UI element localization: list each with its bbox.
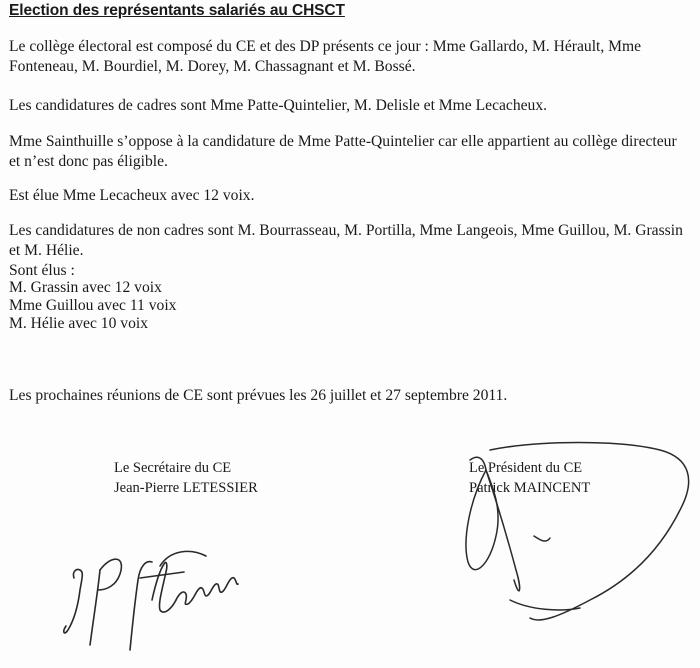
secretary-handwritten-signature [60, 520, 250, 660]
paragraph-non-manager-candidates: Les candidatures de non cadres sont M. Bourrasseau, M. Portilla, Mme Langeois, Mme Guillou, M. Grassin et M. Hélie. [9, 222, 683, 259]
secretary-role: Le Secrétaire du CE [114, 460, 232, 476]
document-title: Election des représentants salariés au CHSCT [9, 2, 345, 19]
president-handwritten-signature [450, 440, 700, 650]
elected-item-3: M. Hélie avec 10 voix [9, 315, 149, 332]
paragraph-objection: Mme Sainthuille s’oppose à la candidature de Mme Patte-Quintelier car elle appartient au collège directeur et n’est donc pas éligible. [9, 133, 677, 170]
paragraph-next-meetings: Les prochaines réunions de CE sont prévues les 26 juillet et 27 septembre 2011. [9, 387, 508, 404]
president-role: Le Président du CE [469, 460, 583, 476]
secretary-signature-block [114, 458, 258, 498]
paragraph-manager-elected: Est élue Mme Lecacheux avec 12 voix. [9, 187, 255, 204]
paragraph-manager-candidates: Les candidatures de cadres sont Mme Patte-Quintelier, M. Delisle et Mme Lecacheux. [9, 97, 548, 114]
elected-heading: Sont élus : [9, 262, 75, 279]
paragraph-electoral-college: Le collège électoral est composé du CE et des DP présents ce jour : Mme Gallardo, M. Hérault, Mme Fonteneau, M. Bourdiel, M. Dorey, M. Chassagnant et M. Bossé. [9, 38, 642, 75]
elected-item-2: Mme Guillou avec 11 voix [9, 297, 177, 314]
elected-item-1: M. Grassin avec 12 voix [9, 279, 162, 296]
secretary-name: Jean-Pierre LETESSIER [114, 480, 258, 496]
president-name: Patrick MAINCENT [469, 480, 591, 496]
